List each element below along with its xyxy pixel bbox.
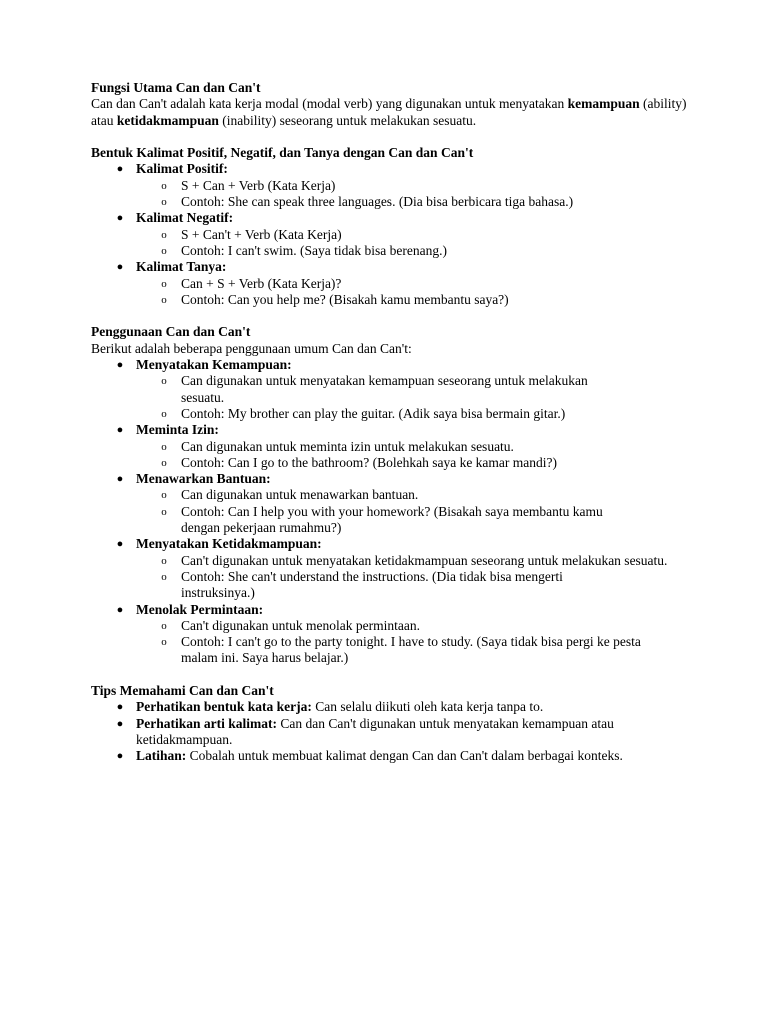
- sub-list-item-text: S + Can + Verb (Kata Kerja): [181, 177, 336, 193]
- bullet-icon: ●: [116, 603, 124, 616]
- sub-list: [136, 439, 708, 472]
- list-item-text: Can dan Can't digunakan untuk menyatakan kemampuan atau ketidakmampuan.: [136, 715, 614, 747]
- list-item-label: Meminta Izin:: [136, 422, 219, 438]
- bold-ketidakmampuan: ketidakmampuan: [116, 112, 219, 128]
- sub-list: [136, 618, 708, 667]
- heading-fungsi-utama: Fungsi Utama Can dan Can't: [91, 80, 261, 95]
- list-item-text: Cobalah untuk membuat kalimat dengan Can dan Can't dalam berbagai konteks.: [186, 748, 623, 764]
- list-item: [91, 259, 708, 308]
- text-run: (ability) atau: [91, 96, 687, 128]
- sub-list-item-text: Contoh: Can I help you with your homework? (Bisakah saya membantu kamu dengan pekerjaan rumahmu?): [181, 503, 603, 536]
- bold-kemampuan: kemampuan: [567, 96, 640, 112]
- list-item: [91, 471, 708, 536]
- tips-list: [91, 699, 708, 764]
- sub-list-item: [136, 276, 626, 292]
- sub-list-item: [136, 178, 626, 194]
- circle-bullet-icon: o: [161, 440, 167, 453]
- list-item: [91, 602, 708, 667]
- sub-list-item-text: Contoh: She can't understand the instructions. (Dia tidak bisa mengerti instruksinya.): [181, 568, 563, 601]
- bullet-icon: ●: [116, 163, 124, 176]
- paragraph-penggunaan-intro: Berikut adalah beberapa penggunaan umum Can dan Can't:: [91, 340, 412, 356]
- sub-list-item: [136, 455, 681, 471]
- spacer: [91, 667, 708, 683]
- sub-list: [136, 373, 708, 422]
- circle-bullet-icon: o: [161, 489, 167, 502]
- bullet-icon: ●: [116, 473, 124, 486]
- sub-list-item: [136, 634, 641, 667]
- text-run: (inability) seseorang untuk melakukan sesuatu.: [218, 112, 477, 128]
- circle-bullet-icon: o: [161, 277, 167, 290]
- list-item: [91, 161, 708, 210]
- sub-list-item-text: Can digunakan untuk meminta izin untuk melakukan sesuatu.: [181, 438, 514, 454]
- list-item-label: Menolak Permintaan:: [136, 601, 264, 617]
- list-item-label: Kalimat Positif:: [136, 161, 228, 177]
- heading-penggunaan: Penggunaan Can dan Can't: [91, 324, 251, 340]
- sub-list-item: [136, 504, 626, 537]
- sub-list-item-text: Contoh: My brother can play the guitar. (Adik saya bisa bermain gitar.): [181, 405, 566, 421]
- sub-list-item-text: Can + S + Verb (Kata Kerja)?: [181, 275, 342, 291]
- spacer: [91, 129, 708, 145]
- bullet-icon: ●: [116, 212, 124, 225]
- circle-bullet-icon: o: [161, 375, 167, 388]
- sub-list-item: [136, 406, 681, 422]
- bullet-icon: ●: [116, 424, 124, 437]
- bullet-icon: ●: [116, 261, 124, 274]
- text-run: Can dan Can't adalah kata kerja modal (modal verb) yang digunakan untuk menyatakan: [91, 96, 568, 112]
- spacer: [91, 308, 708, 324]
- list-item-label: Menyatakan Kemampuan:: [136, 357, 292, 373]
- sub-list: [136, 276, 708, 309]
- circle-bullet-icon: o: [161, 619, 167, 632]
- list-item: [91, 357, 708, 422]
- sub-list: [136, 553, 708, 602]
- sub-list-item: [136, 553, 681, 569]
- sub-list-item: [136, 569, 626, 602]
- circle-bullet-icon: o: [161, 570, 167, 583]
- paragraph-fungsi-utama: [91, 96, 708, 129]
- heading-tips: Tips Memahami Can dan Can't: [91, 682, 274, 698]
- sub-list: [136, 487, 708, 536]
- sub-list-item: [136, 487, 626, 503]
- list-item-label: Perhatikan arti kalimat:: [136, 715, 277, 731]
- sub-list-item-text: Can digunakan untuk menawarkan bantuan.: [181, 487, 419, 503]
- list-item-label: Latihan:: [136, 748, 187, 764]
- circle-bullet-icon: o: [161, 554, 167, 567]
- bullet-icon: ●: [116, 750, 124, 763]
- sub-list: [136, 178, 708, 211]
- sub-list-item: [136, 227, 626, 243]
- sub-list-item: [136, 618, 626, 634]
- list-item-label: Kalimat Tanya:: [136, 259, 227, 275]
- bullet-icon: ●: [116, 538, 124, 551]
- penggunaan-list: [91, 357, 708, 667]
- list-item: [91, 748, 684, 764]
- sub-list-item-text: S + Can't + Verb (Kata Kerja): [181, 226, 342, 242]
- circle-bullet-icon: o: [161, 244, 167, 257]
- heading-bentuk-kalimat: Bentuk Kalimat Positif, Negatif, dan Tanya dengan Can dan Can't: [91, 145, 474, 161]
- bullet-icon: ●: [116, 359, 124, 372]
- circle-bullet-icon: o: [161, 505, 167, 518]
- sub-list-item-text: Contoh: Can I go to the bathroom? (Bolehkah saya ke kamar mandi?): [181, 454, 558, 470]
- sub-list-item-text: Can digunakan untuk menyatakan kemampuan seseorang untuk melakukan sesuatu.: [181, 373, 588, 405]
- circle-bullet-icon: o: [161, 636, 167, 649]
- sub-list-item-text: Contoh: Can you help me? (Bisakah kamu membantu saya?): [181, 291, 509, 307]
- list-item-label: Menawarkan Bantuan:: [136, 471, 271, 487]
- sub-list-item-text: Contoh: I can't go to the party tonight. I have to study. (Saya tidak bisa pergi ke pesta malam ini. Saya harus belajar.): [181, 634, 641, 666]
- list-item-label: Perhatikan bentuk kata kerja:: [136, 699, 312, 715]
- sub-list-item-text: Can't digunakan untuk menyatakan ketidakmampuan seseorang untuk melakukan sesuatu.: [181, 552, 668, 568]
- list-item: [91, 210, 708, 259]
- list-item: [91, 699, 684, 715]
- sub-list-item: [136, 194, 681, 210]
- sub-list-item: [136, 243, 626, 259]
- sub-list-item: [136, 373, 626, 406]
- circle-bullet-icon: o: [161, 293, 167, 306]
- list-item-label: Menyatakan Ketidakmampuan:: [136, 536, 322, 552]
- circle-bullet-icon: o: [161, 407, 167, 420]
- sub-list: [136, 227, 708, 260]
- list-item-label: Kalimat Negatif:: [136, 210, 234, 226]
- list-item: [91, 422, 708, 471]
- sub-list-item: [136, 439, 626, 455]
- list-item-text: Can selalu diikuti oleh kata kerja tanpa to.: [311, 699, 544, 715]
- list-item: [91, 716, 684, 749]
- sub-list-item-text: Contoh: She can speak three languages. (Dia bisa berbicara tiga bahasa.): [181, 194, 574, 210]
- bullet-icon: ●: [116, 717, 124, 730]
- list-item: [91, 536, 708, 601]
- sub-list-item-text: Contoh: I can't swim. (Saya tidak bisa berenang.): [181, 242, 447, 258]
- bentuk-kalimat-list: [91, 161, 708, 308]
- sub-list-item: [136, 292, 626, 308]
- sub-list-item-text: Can't digunakan untuk menolak permintaan.: [181, 617, 420, 633]
- circle-bullet-icon: o: [161, 456, 167, 469]
- circle-bullet-icon: o: [161, 228, 167, 241]
- bullet-icon: ●: [116, 701, 124, 714]
- circle-bullet-icon: o: [161, 179, 167, 192]
- circle-bullet-icon: o: [161, 196, 167, 209]
